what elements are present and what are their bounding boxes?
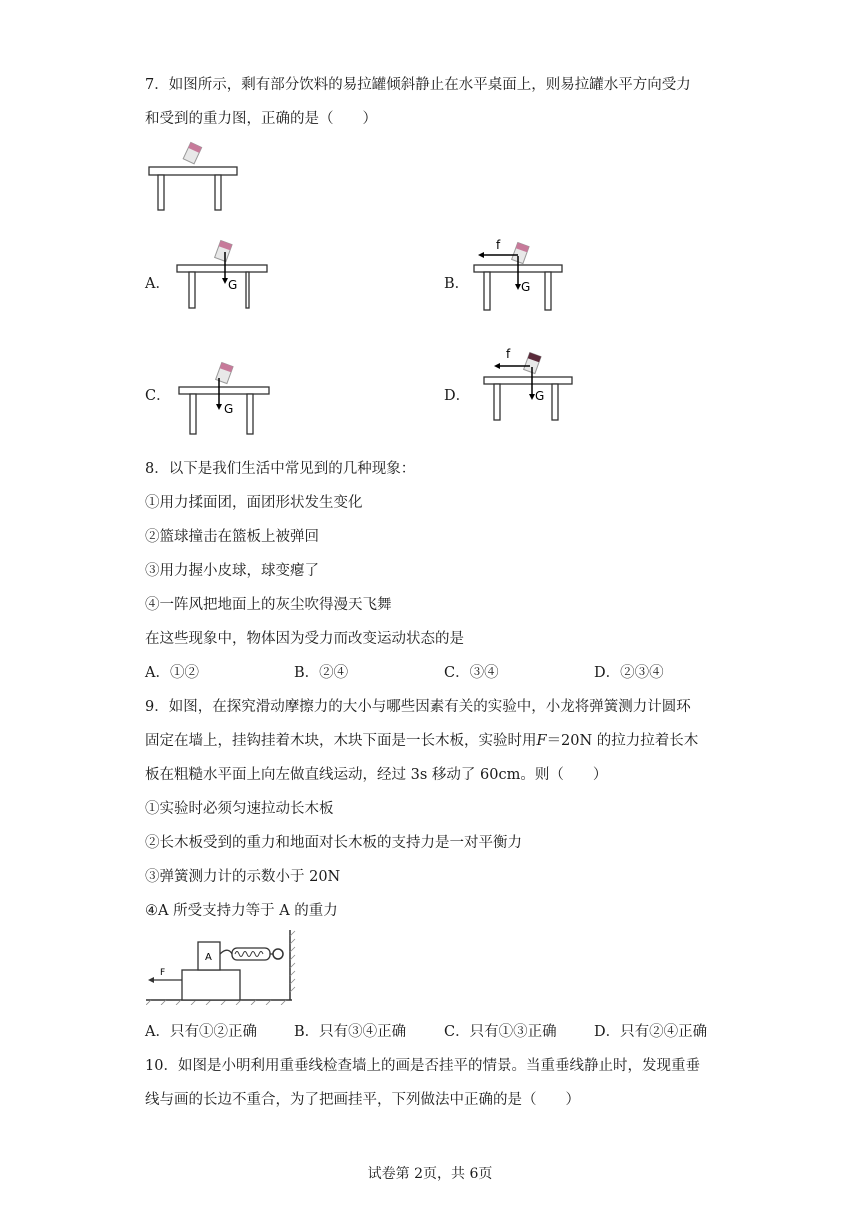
q8-item-3: ③用力握小皮球，球变瘪了 <box>145 563 319 579</box>
q8-option-b[interactable]: B．②④ <box>294 665 349 681</box>
long-board <box>182 970 240 1000</box>
q10-stem-line-2: 线与画的长边不重合，为了把画挂平，下列做法中正确的是（ ） <box>145 1092 580 1108</box>
q7-option-a[interactable]: A． <box>145 276 170 292</box>
q9-stem-line-2-text: 固定在墙上，挂钩挂着木块，木块下面是一长木板，实验时用 <box>145 733 537 749</box>
q7-option-c[interactable]: C． <box>145 388 171 404</box>
q9-stem-line-1: 9．如图，在探究滑动摩擦力的大小与哪些因素有关的实验中，小龙将弹簧测力计圆环 <box>145 699 691 715</box>
q9-stem-line-3: 板在粗糙水平面上向左做直线运动，经过 3s 移动了 60cm。则（ ） <box>145 767 608 783</box>
q10-stem-line-1: 10．如图是小明利用重垂线检查墙上的画是否挂平的情景。当重垂线静止时，发现重垂 <box>145 1058 700 1074</box>
q8-question: 在这些现象中，物体因为受力而改变运动状态的是 <box>145 631 464 647</box>
tilted-can-icon <box>512 243 529 264</box>
q9-option-c[interactable]: C．只有①③正确 <box>444 1024 557 1040</box>
gravity-label: G <box>224 402 234 416</box>
q9-option-d[interactable]: D．只有②④正确 <box>594 1024 708 1040</box>
q9-item-1: ①实验时必须匀速拉动长木板 <box>145 801 334 817</box>
block-a-label: A <box>205 952 212 963</box>
q9-option-b[interactable]: B．只有③④正确 <box>294 1024 407 1040</box>
q7-stem-line-1: 7．如图所示，剩有部分饮料的易拉罐倾斜静止在水平桌面上，则易拉罐水平方向受力 <box>145 77 691 93</box>
friction-label: f <box>506 347 511 361</box>
q9-force-symbol: F <box>536 733 547 749</box>
q9-stem-line-2 <box>145 729 698 750</box>
pull-force-label: F <box>160 968 166 978</box>
q8-option-a[interactable]: A．①② <box>145 665 199 681</box>
q9-option-a[interactable]: A．只有①②正确 <box>145 1024 257 1040</box>
q7-option-d-figure <box>480 340 590 426</box>
q9-item-3: ③弹簧测力计的示数小于 20N <box>145 869 341 885</box>
gravity-label: G <box>521 280 531 294</box>
q7-option-d[interactable]: D． <box>444 388 471 404</box>
q7-option-b[interactable]: B． <box>444 276 470 292</box>
q9-stem-line-2-rest: ＝20N 的拉力拉着长木 <box>546 733 699 749</box>
page-footer: 试卷第 2页，共 6页 <box>367 1166 493 1182</box>
q9-item-2: ②长木板受到的重力和地面对长木板的支持力是一对平衡力 <box>145 835 522 851</box>
q8-item-4: ④一阵风把地面上的灰尘吹得漫天飞舞 <box>145 597 392 613</box>
q7-option-a-figure <box>170 238 280 313</box>
q7-option-b-figure <box>470 232 580 314</box>
friction-label: f <box>496 238 501 252</box>
q7-option-c-figure <box>172 358 282 438</box>
tilted-can-icon <box>216 363 233 384</box>
q9-experiment-figure <box>146 930 296 1005</box>
q8-item-2: ②篮球撞击在篮板上被弹回 <box>145 529 319 545</box>
q7-main-figure <box>140 140 250 215</box>
q7-stem-line-2: 和受到的重力图，正确的是（ ） <box>145 111 377 127</box>
q8-item-1: ①用力揉面团，面团形状发生变化 <box>145 495 363 511</box>
q8-option-c[interactable]: C．③④ <box>444 665 499 681</box>
gravity-label: G <box>228 278 238 292</box>
q8-stem: 8．以下是我们生活中常见到的几种现象： <box>145 461 416 477</box>
q8-option-d[interactable]: D．②③④ <box>594 665 664 681</box>
tilted-can-icon <box>215 241 232 262</box>
q9-item-4: ④A 所受支持力等于 A 的重力 <box>145 903 338 919</box>
tilted-can-icon <box>183 142 201 163</box>
gravity-label: G <box>535 389 545 403</box>
spring-scale-icon <box>220 948 283 960</box>
